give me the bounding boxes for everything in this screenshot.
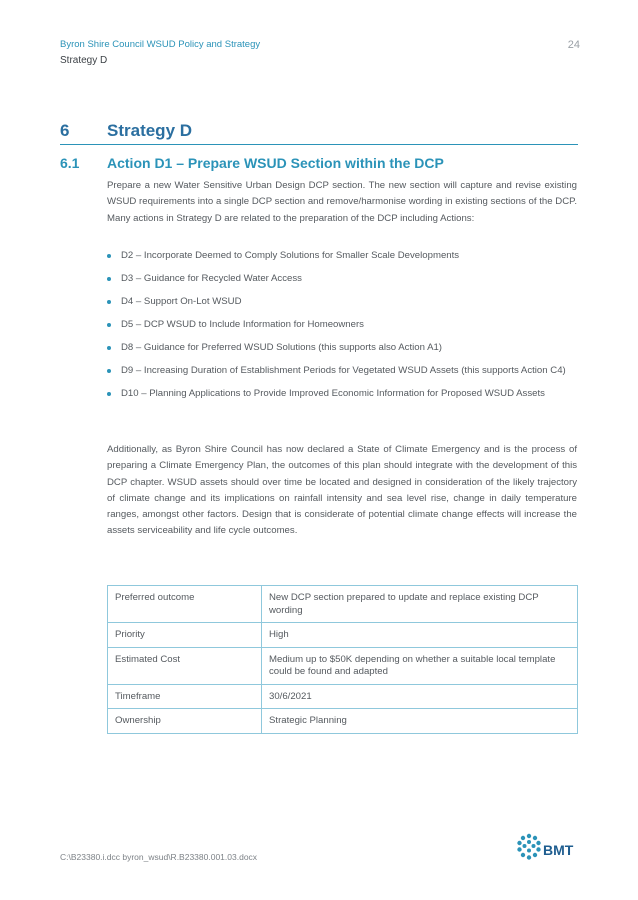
table-row xyxy=(108,647,578,684)
bmt-logo-icon xyxy=(516,833,542,861)
table-row xyxy=(108,684,578,709)
list-item: D5 – DCP WSUD to Include Information for Homeowners xyxy=(107,317,577,333)
bullet-dot-icon xyxy=(107,392,111,396)
header-document-title: Byron Shire Council WSUD Policy and Strategy xyxy=(60,39,261,50)
table-cell-value: Medium up to $50K depending on whether a suitable local template could be found and adapted xyxy=(262,647,578,684)
bullet-dot-icon xyxy=(107,277,111,281)
table-cell-label: Ownership xyxy=(108,709,262,734)
table-row xyxy=(108,709,578,734)
table-cell-value: New DCP section prepared to update and replace existing DCP wording xyxy=(262,586,578,623)
table-row xyxy=(108,623,578,648)
bmt-logo xyxy=(516,833,578,863)
table-cell-value: 30/6/2021 xyxy=(262,684,578,709)
heading-1-text: Strategy D xyxy=(107,121,193,140)
bullet-dot-icon xyxy=(107,254,111,258)
action-summary-table xyxy=(107,585,578,734)
heading-2-number: 6.1 xyxy=(60,155,80,171)
table-cell-value: Strategic Planning xyxy=(262,709,578,734)
intro-paragraph: Prepare a new Water Sensitive Urban Design DCP section. The new section will capture and revise existing WSUD requirements into a single DCP section and remove/harmonise wording in existing sections of the DCP. Many actions in Strategy D are related to the preparation of the DCP including Actions: xyxy=(107,180,577,224)
table-cell-label: Timeframe xyxy=(108,684,262,709)
logo-text: BMT xyxy=(543,842,574,858)
footer-file-path: C:\B23380.i.dcc byron_wsud\R.B23380.001.03.docx xyxy=(60,852,258,862)
heading-2-text: Action D1 – Prepare WSUD Section within the DCP xyxy=(107,155,444,171)
table-cell-label: Estimated Cost xyxy=(108,647,262,684)
list-item: D3 – Guidance for Recycled Water Access xyxy=(107,271,577,287)
list-item: D10 – Planning Applications to Provide Improved Economic Information for Proposed WSUD Assets xyxy=(107,386,577,402)
page-number: 24 xyxy=(567,39,580,51)
actions-bullet-list xyxy=(107,248,577,409)
header-section-name: Strategy D xyxy=(60,55,108,66)
list-item: D8 – Guidance for Preferred WSUD Solutions (this supports also Action A1) xyxy=(107,340,577,356)
heading-1-number: 6 xyxy=(60,121,70,140)
climate-paragraph: Additionally, as Byron Shire Council has now declared a State of Climate Emergency and is the process of preparing a Climate Emergency Plan, the outcomes of this plan should integrate with the development of this DCP chapter. WSUD assets should over time be located and designed in consideration of the likely trajectory of climate change and its implications on rainfall intensity and sea level rise, change in daily temperature ranges, amongst other factors. Design that is considerate of potential climate change effects will increase the assets serviceability and life cycle outcomes. xyxy=(107,444,577,537)
list-item: D9 – Increasing Duration of Establishment Periods for Vegetated WSUD Assets (this supports Action C4) xyxy=(107,363,577,379)
bullet-dot-icon xyxy=(107,346,111,350)
list-item: D2 – Incorporate Deemed to Comply Solutions for Smaller Scale Developments xyxy=(107,248,577,264)
bullet-dot-icon xyxy=(107,369,111,373)
table-cell-value: High xyxy=(262,623,578,648)
list-item: D4 – Support On-Lot WSUD xyxy=(107,294,577,310)
table-row xyxy=(108,586,578,623)
heading-level-1 xyxy=(60,120,578,145)
table-cell-label: Priority xyxy=(108,623,262,648)
bullet-dot-icon xyxy=(107,323,111,327)
bullet-dot-icon xyxy=(107,300,111,304)
table-cell-label: Preferred outcome xyxy=(108,586,262,623)
